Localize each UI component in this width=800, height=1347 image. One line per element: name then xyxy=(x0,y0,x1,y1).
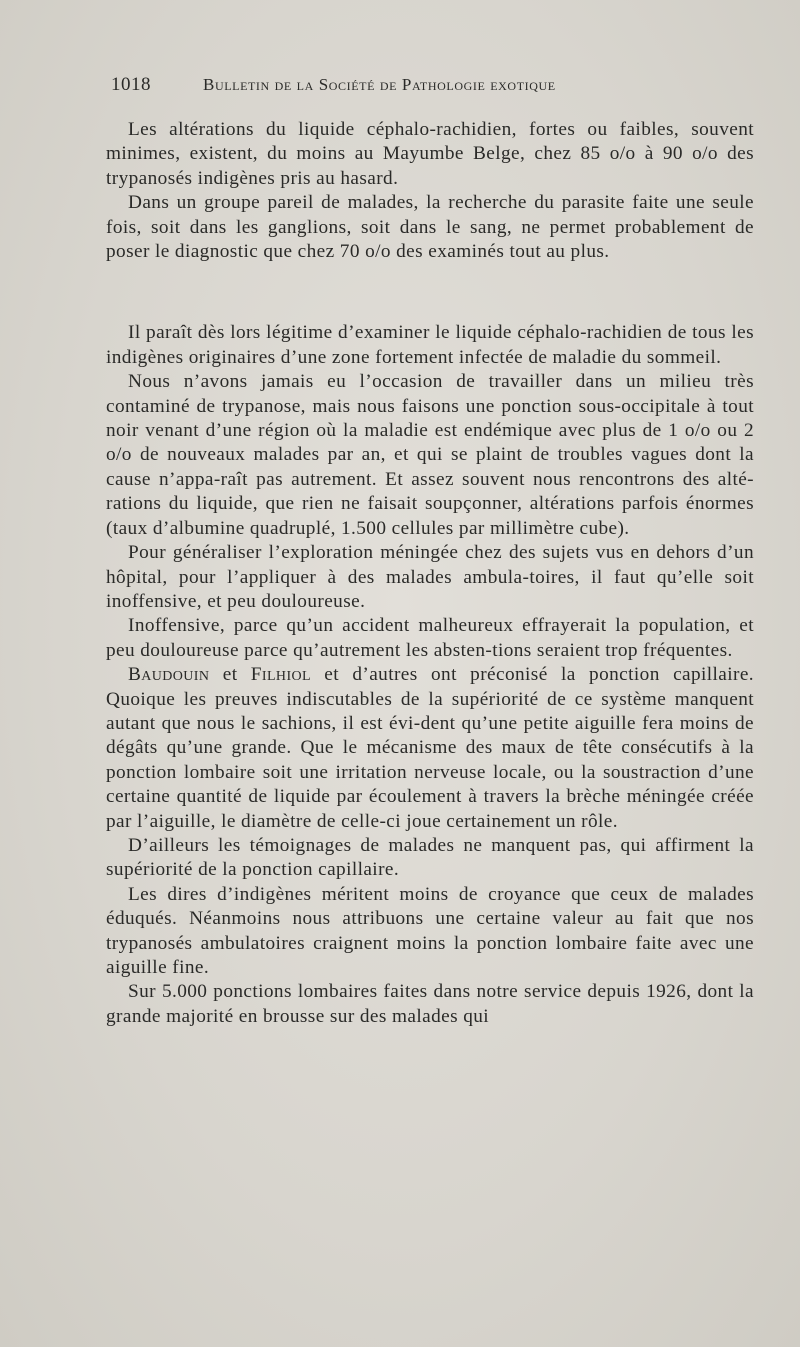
paragraph: D’ailleurs les témoignages de malades ne manquent pas, qui affirment la supériorité de la ponction capillaire. xyxy=(106,834,754,881)
body-text xyxy=(106,118,754,1029)
author-name: Baudouin xyxy=(128,664,210,686)
paragraph-names xyxy=(106,663,754,834)
paragraph: Inoffensive, parce qu’un accident malheureux effrayerait la population, et peu douloureuse parce qu’autrement les absten-tions seraient trop fréquentes. xyxy=(106,615,754,661)
paragraph: Les altérations du liquide céphalo-rachidien, fortes ou faibles, souvent minimes, existent, du moins au Mayumbe Belge, chez 85 o/o à 90 o/o des trypanosés indigènes pris au hasard. xyxy=(106,119,754,189)
paragraph: Il paraît dès lors légitime d’examiner le liquide céphalo-rachidien de tous les indigènes originaires d’une zone fortement infectée de maladie du sommeil. xyxy=(106,322,754,368)
paragraph-rest: et d’autres ont préconisé la ponction capillaire. Quoique les preuves indiscutables de la supériorité de ce système manquent autant que nous le sachions, il est évi-dent qu’une petite aiguille fera moins de dégâts qu’une grande. Que le mécanisme des maux de tête consécutifs à la ponction lombaire soit une irritation nerveuse locale, ou la soustraction d’une certaine quantité de liquide par écoulement à travers la brèche méningée créée par l’aiguille, le diamètre de celle-ci joue certainement un rôle. xyxy=(106,664,755,832)
running-title: Bulletin de la Société de Pathologie exotique xyxy=(203,75,556,94)
paragraph: Nous n’avons jamais eu l’occasion de travailler dans un milieu très contaminé de trypanose, mais nous faisons une ponction sous-occipitale à tout noir venant d’une région où la maladie est endémique avec plus de 1 o/o ou 2 o/o de nouveaux malades par an, et qui se plaint de troubles vagues dont la cause n’appa-raît pas autrement. Et assez souvent nous rencontrons des alté-rations du liquide, que rien ne faisait soupçonner, altérations parfois énormes (taux d’albumine quadruplé, 1.500 cellules par millimètre cube). xyxy=(106,371,754,539)
section-break xyxy=(106,264,754,321)
paragraph: Dans un groupe pareil de malades, la recherche du parasite faite une seule fois, soit dans les ganglions, soit dans le sang, ne permet probablement de poser le diagnostic que chez 70 o/o des examinés tout au plus. xyxy=(106,192,754,263)
paragraph: Les dires d’indigènes méritent moins de croyance que ceux de malades éduqués. Néanmoins nous attribuons une certaine valeur au fait que nos trypanosés ambulatoires craignent moins la ponction lombaire faite avec une aiguille fine. xyxy=(106,883,754,978)
conjunction: et xyxy=(209,664,251,686)
paragraph: Sur 5.000 ponctions lombaires faites dans notre service depuis 1926, dont la grande majorité en brousse sur des malades qui xyxy=(106,981,754,1027)
page-number: 1018 xyxy=(111,74,151,95)
author-name: Filhiol xyxy=(250,664,311,686)
paragraph: Pour généraliser l’exploration méningée chez des sujets vus en dehors d’un hôpital, pour l’appliquer à des malades ambula-toires, il faut qu’elle soit inoffensive, et peu douloureuse. xyxy=(106,542,754,612)
page-header xyxy=(111,74,671,104)
